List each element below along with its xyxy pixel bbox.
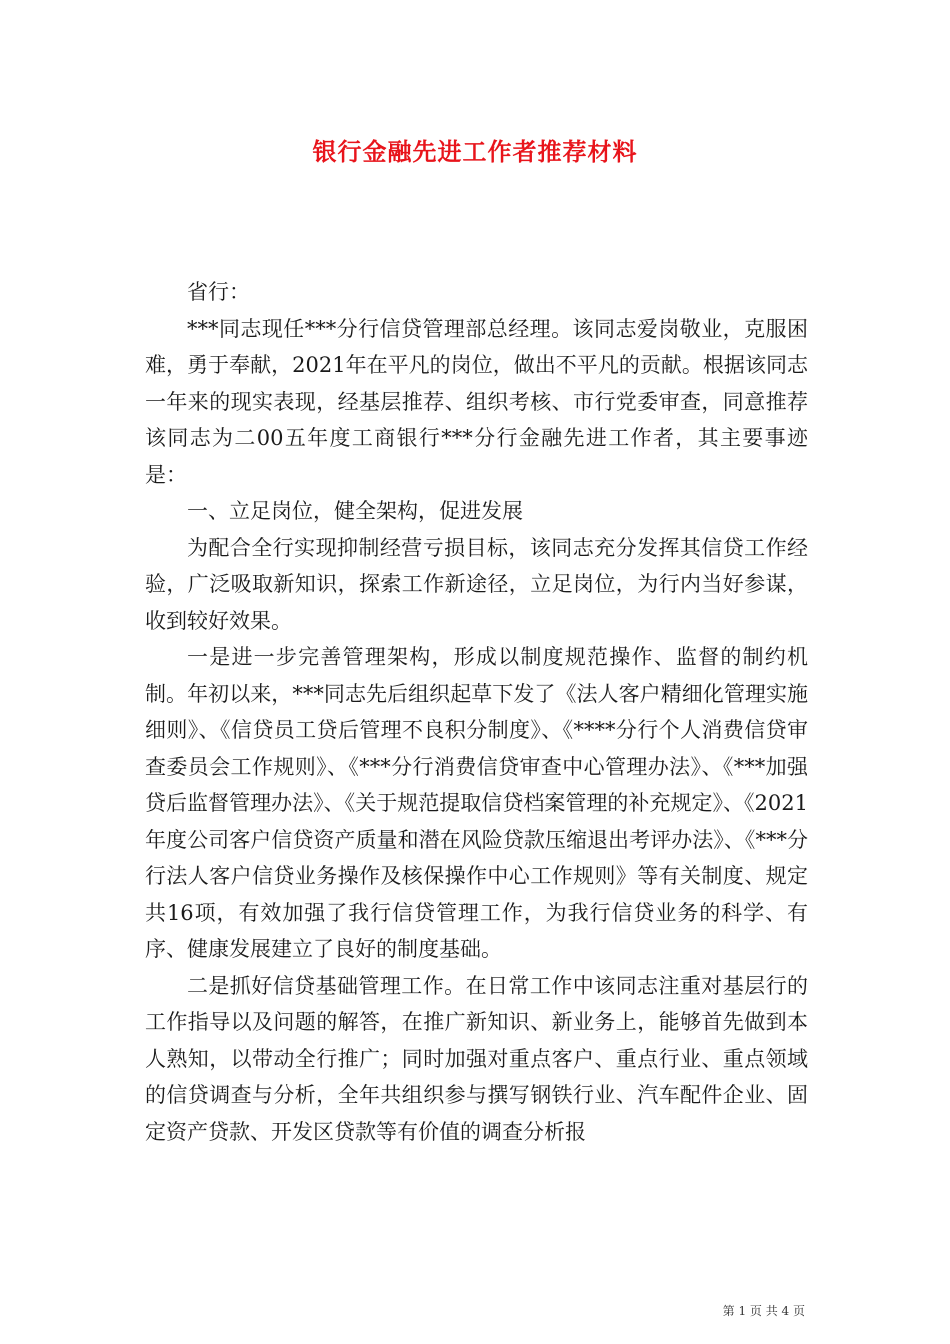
- paragraph-point-one: 一是进一步完善管理架构，形成以制度规范操作、监督的制约机制。年初以来，***同志先后组织起草下发了《法人客户精细化管理实施细则》、《信贷员工贷后管理不良积分制度》、《****分行个人消费信贷审查委员会工作规则》、《***分行消费信贷审查中心管理办法》、《***加强贷后监督管理办法》、《关于规范提取信贷档案管理的补充规定》、《2021年度公司客户信贷资产质量和潜在风险贷款压缩退出考评办法》、《***分行法人客户信贷业务操作及核保操作中心工作规则》等有关制度、规定共16项，有效加强了我行信贷管理工作，为我行信贷业务的科学、有序、健康发展建立了良好的制度基础。: [145, 645, 808, 961]
- paragraph-point-two: 二是抓好信贷基础管理工作。在日常工作中该同志注重对基层行的工作指导以及问题的解答，在推广新知识、新业务上，能够首先做到本人熟知，以带动全行推广；同时加强对重点客户、重点行业、重点领域的信贷调查与分析，全年共组织参与撰写钢铁行业、汽车配件企业、固定资产贷款、开发区贷款等有价值的调查分析报: [145, 973, 808, 1144]
- page-title: 银行金融先进工作者推荐材料: [312, 137, 638, 166]
- paragraph-intro: ***同志现任***分行信贷管理部总经理。该同志爱岗敬业，克服困难，勇于奉献，2021年在平凡的岗位，做出不平凡的贡献。根据该同志一年来的现实表现，经基层推荐、组织考核、市行党委审查，同意推荐该同志为二00五年度工商银行***分行金融先进工作者，其主要事迹是：: [145, 316, 808, 487]
- salutation: 省行：: [187, 280, 250, 304]
- document-body: [145, 274, 808, 1150]
- paragraph-section-intro: 为配合全行实现抑制经营亏损目标，该同志充分发挥其信贷工作经验，广泛吸取新知识，探索工作新途径，立足岗位，为行内当好参谋，收到较好效果。: [145, 535, 808, 633]
- page-number: 第 1 页 共 4 页: [722, 1304, 805, 1318]
- section-heading: 一、立足岗位，健全架构，促进发展: [187, 499, 523, 523]
